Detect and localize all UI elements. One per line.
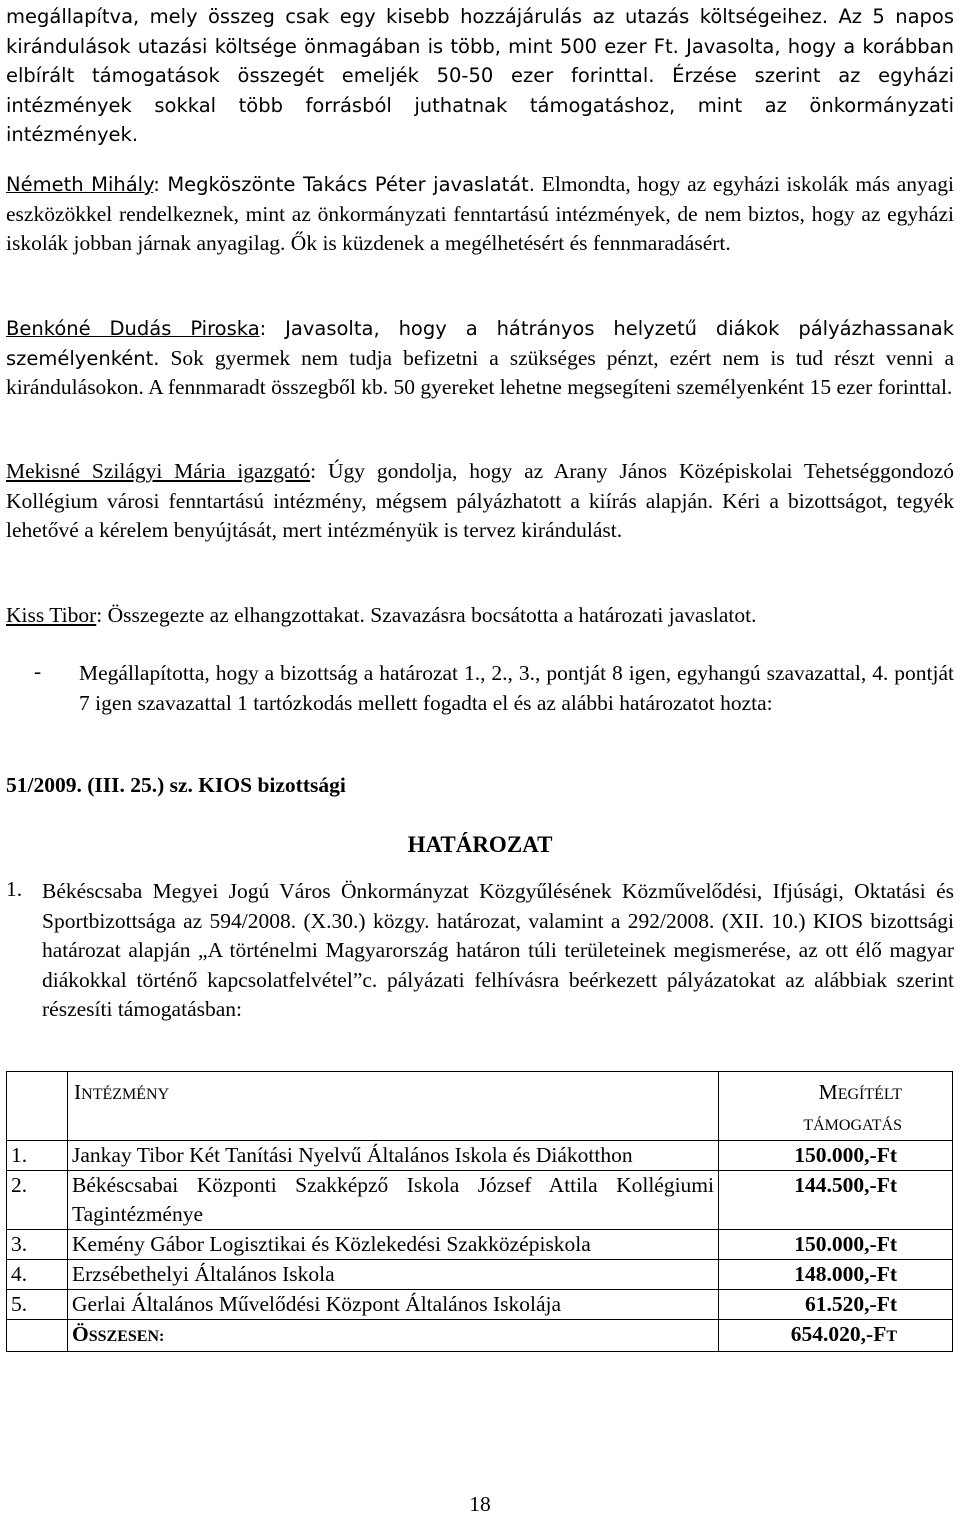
- row-number: 2.: [7, 1171, 68, 1230]
- row-number: 1.: [7, 1141, 68, 1171]
- total-amount-main: 654.020,-F: [790, 1322, 887, 1346]
- decision-list: [6, 659, 954, 718]
- row-institution: Erzsébethelyi Általános Iskola: [68, 1260, 719, 1290]
- table-total-row: [7, 1320, 953, 1352]
- resolution-item-number: 1.: [6, 877, 23, 901]
- header-institution-initial: I: [74, 1080, 82, 1104]
- row-amount: 150.000,-Ft: [719, 1141, 953, 1171]
- speaker-separator: :: [310, 459, 328, 483]
- speaker-separator: :: [96, 603, 108, 627]
- header-number-cell: [7, 1072, 68, 1141]
- row-amount: 61.520,-Ft: [719, 1290, 953, 1320]
- paragraph-sans-text: Megköszönte Takács Péter javaslatát.: [167, 173, 535, 196]
- speaker-name: Kiss Tibor: [6, 603, 97, 627]
- table-row: [7, 1141, 953, 1171]
- table-row: [7, 1171, 953, 1230]
- total-label-rest: SSZESEN:: [88, 1328, 165, 1345]
- paragraph-text: Elmondta, hogy az egyházi iskolák más anyagi eszközökkel rendelkeznek, mint az önkormányzati fenntartású intézmények, de nem biztos, hogy az egyházi iskolák jobban járnak anyagilag. Ők is küzdenek a megélhetésért és fennmaradásért.: [6, 172, 954, 255]
- paragraph-nemeth: [6, 170, 954, 259]
- row-institution: Békéscsabai Központi Szakképző Iskola József Attila Kollégiumi Tagintézménye: [68, 1171, 719, 1230]
- resolution-title: HATÁROZAT: [407, 832, 553, 857]
- total-number-cell: [7, 1320, 68, 1352]
- list-bullet: -: [34, 659, 42, 683]
- header-amount-line2: TÁMOGATÁS: [803, 1117, 902, 1134]
- paragraph-benkone: [6, 314, 954, 403]
- table-row: [7, 1290, 953, 1320]
- total-label-initial: Ö: [72, 1322, 89, 1346]
- speaker-separator: :: [259, 317, 286, 340]
- speaker-separator: :: [153, 173, 168, 196]
- row-amount: 148.000,-Ft: [719, 1260, 953, 1290]
- speaker-name: Benkóné Dudás Piroska: [6, 317, 260, 340]
- header-amount-rest: EGÍTÉLT: [837, 1086, 902, 1103]
- paragraph-text: Sok gyermek nem tudja befizetni a szükséges pénzt, ezért nem is tud részt venni a kirándulásokon. A fennmaradt összegből kb. 50 gyereket lehetne megsegíteni személyenként 15 ezer forinttal.: [6, 345, 954, 399]
- row-number: 3.: [7, 1230, 68, 1260]
- total-amount-tail: T: [886, 1328, 897, 1345]
- grant-table: [6, 1071, 953, 1352]
- resolution-item-text: Békéscsaba Megyei Jogú Város Önkormányzat Közgyűlésének Közművelődési, Ifjúsági, Oktatási és Sportbizottsága az 594/2008. (X.30.) közgy. határozat, valamint a 292/2008. (XII. 10.) KIOS bizottsági határozat alapján „A történelmi Magyarország határon túli területeinek megismerése, az ott élő magyar diákokkal történő kapcsolatfelvétel”c. pályázati felhívásra beérkezett pályázatokat az alábbiak szerint részesíti támogatásban:: [42, 879, 954, 1021]
- header-amount-cell: [719, 1072, 953, 1141]
- row-number: 5.: [7, 1290, 68, 1320]
- header-institution-cell: [68, 1072, 719, 1141]
- speaker-name: Mekisné Szilágyi Mária igazgató: [6, 459, 311, 483]
- speaker-name: Németh Mihály: [6, 173, 154, 196]
- header-amount-initial: M: [818, 1080, 838, 1104]
- paragraph-kiss: [6, 601, 954, 631]
- row-amount: 150.000,-Ft: [719, 1230, 953, 1260]
- row-institution: Jankay Tibor Két Tanítási Nyelvű Általános Iskola és Diákotthon: [68, 1141, 719, 1171]
- paragraph-mekisne: [6, 457, 954, 546]
- row-institution: Kemény Gábor Logisztikai és Közlekedési Szakközépiskola: [68, 1230, 719, 1260]
- table-row: [7, 1260, 953, 1290]
- page-number: 18: [469, 1492, 491, 1516]
- paragraph-text: Úgy gondolja, hogy az Arany János Középiskolai Tehetséggondozó Kollégium városi fenntartású intézmény, mégsem pályázhatott a kiírás alapján. Kéri a bizottságot, tegyék lehetővé a kérelem benyújtását, mert intézményük is tervez kirándulást.: [6, 459, 954, 542]
- paragraph-intro-text: megállapítva, mely összeg csak egy kisebb hozzájárulás az utazás költségeihez. Az 5 napos kirándulások utazási költsége önmagában is több, mint 500 ezer Ft. Javasolta, hogy a korábban elbírált támogatások összegét emeljék 50-50 ezer forinttal. Érzése szerint az egyházi intézmények sokkal több forrásból juthatnak támogatáshoz, mint az önkormányzati intézmények.: [6, 5, 954, 146]
- paragraph-sans-text: Javasolta, hogy a hátrányos helyzetű diákok pályázhassanak személyenként.: [6, 317, 955, 370]
- resolution-number: 51/2009. (III. 25.) sz. KIOS bizottsági: [6, 773, 346, 797]
- total-amount-cell: [719, 1320, 953, 1352]
- list-item: Megállapította, hogy a bizottság a határozat 1., 2., 3., pontját 8 igen, egyhangú szavazattal, 4. pontját 7 igen szavazattal 1 tartózkodás mellett fogadta el és az alábbi határozatot hozta:: [79, 661, 954, 715]
- resolution-item: [6, 877, 954, 1025]
- total-label-cell: [68, 1320, 719, 1352]
- row-amount: 144.500,-Ft: [719, 1171, 953, 1230]
- row-institution: Gerlai Általános Művelődési Központ Általános Iskolája: [68, 1290, 719, 1320]
- header-institution-rest: NTÉZMÉNY: [81, 1086, 170, 1103]
- row-number: 4.: [7, 1260, 68, 1290]
- table-row: [7, 1230, 953, 1260]
- table-header-row: [7, 1072, 953, 1141]
- paragraph-intro: [6, 2, 954, 150]
- paragraph-text: Összegezte az elhangzottakat. Szavazásra bocsátotta a határozati javaslatot.: [107, 603, 757, 627]
